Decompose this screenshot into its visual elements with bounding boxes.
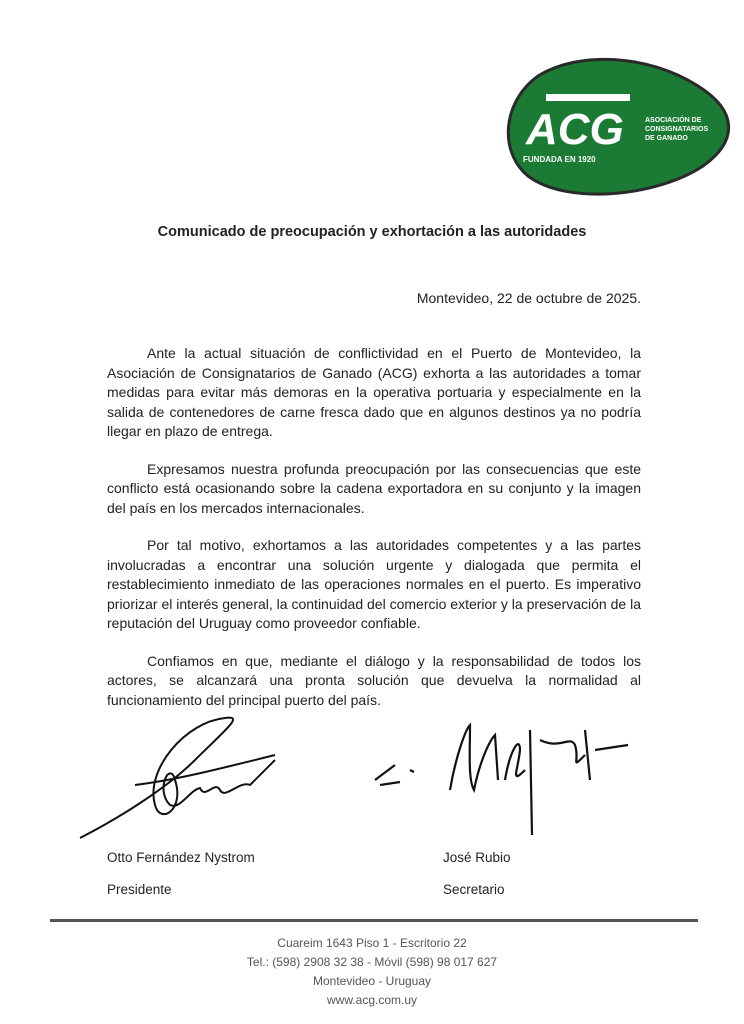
signature-president: [75, 710, 285, 845]
signatory-name: Otto Fernández Nystrom: [107, 850, 255, 865]
footer-city: Montevideo - Uruguay: [312, 974, 432, 988]
acg-logo: [498, 56, 738, 198]
signature-secretary: [370, 710, 630, 840]
signatory-role: Presidente: [107, 882, 172, 897]
signatory-name: José Rubio: [443, 850, 511, 865]
signatory-role: Secretario: [443, 882, 505, 897]
paragraph: Confiamos en que, mediante el diálogo y la responsabilidad de todos los actores, se alcanzará una pronta solución que devuelva la normalidad al funcionamiento del principal puerto del país.: [107, 652, 641, 708]
document-title: Comunicado de preocupación y exhortación a las autoridades: [157, 224, 587, 240]
paragraph: Por tal motivo, exhortamos a las autoridades competentes y a las partes involucradas a encontrar una solución urgente y dialogada que permita el restablecimiento inmediato de las operaciones normales en el puerto. Es imperativo priorizar el interés general, la continuidad del comercio exterior y la preservación de la reputación del Uruguay como proveedor confiable.: [107, 537, 641, 631]
footer-address: Cuareim 1643 Piso 1 - Escritorio 22: [277, 936, 467, 950]
svg-text:ACG: ACG: [526, 105, 624, 154]
footer-divider: [50, 919, 698, 922]
svg-text:FUNDADA EN 1920: FUNDADA EN 1920: [523, 155, 596, 164]
svg-text:CONSIGNATARIOS: CONSIGNATARIOS: [645, 126, 709, 133]
footer-phone: Tel.: (598) 2908 32 38 - Móvil (598) 98 017 627: [246, 955, 498, 969]
document-date: Montevideo, 22 de octubre de 2025.: [416, 290, 641, 306]
paragraph: Expresamos nuestra profunda preocupación por las consecuencias que este conflicto está ocasionando sobre la cadena exportadora en su conjunto y la imagen del país en los mercados internacionales.: [107, 460, 641, 516]
document-body: [107, 344, 641, 728]
svg-text:DE GANADO: DE GANADO: [645, 135, 688, 142]
svg-text:ASOCIACIÓN DE: ASOCIACIÓN DE: [645, 117, 702, 124]
footer-website[interactable]: www.acg.com.uy: [326, 993, 418, 1007]
paragraph: Ante la actual situación de conflictividad en el Puerto de Montevideo, la Asociación de Consignatarios de Ganado (ACG) exhorta a las autoridades a tomar medidas para evitar más demoras en la operativa portuaria y especialmente en la salida de contenedores de carne fresca dado que en algunos destinos ya no podría llegar en plazo de entrega.: [107, 345, 641, 439]
